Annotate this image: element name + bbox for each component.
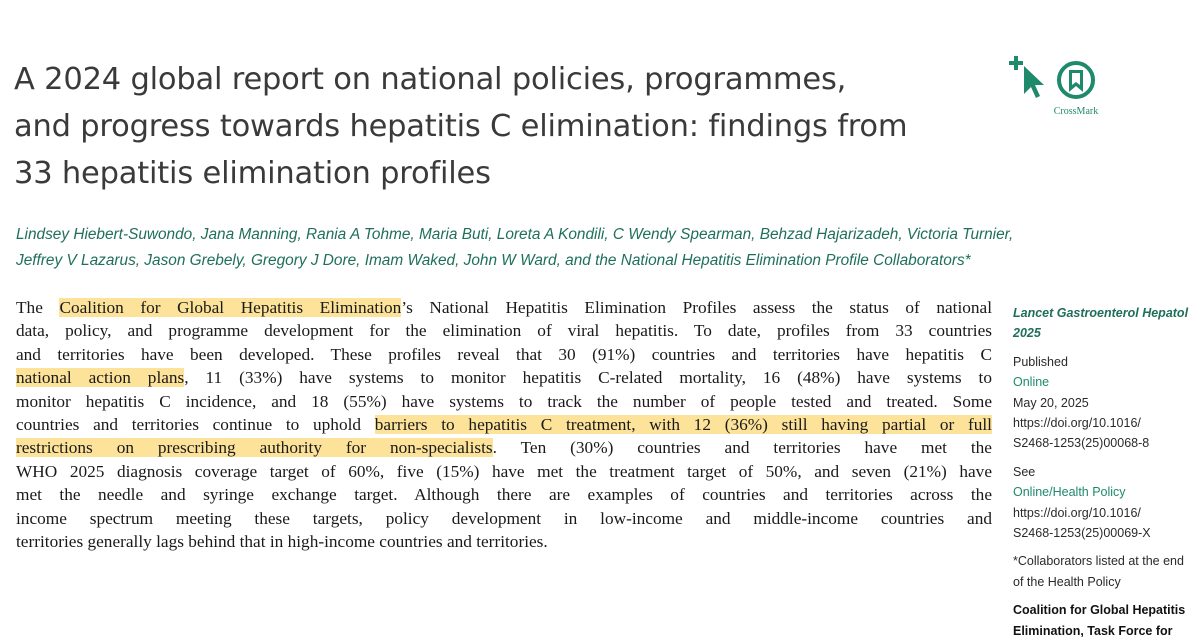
abstract-line: income spectrum meeting these targets, policy development in low-income and middle-income countries and	[16, 508, 992, 528]
published-line: Published Online	[1013, 352, 1198, 393]
collaborators-note: of the Health Policy	[1013, 574, 1121, 589]
author-line: Jeffrey V Lazarus, Jason Grebely, Gregory J Dore, Imam Waked, John W Ward, and the National Hepatitis Elimination Profile Collaborators*	[16, 252, 971, 269]
doi-link[interactable]: https://doi.org/10.1016/	[1013, 505, 1141, 520]
abstract-line: data, policy, and programme development for the elimination of viral hepatitis. To date, profiles from 33 countries	[16, 321, 992, 341]
title-line: A 2024 global report on national policies, programmes,	[14, 62, 847, 97]
doi-link[interactable]: S2468-1253(25)00068-8	[1013, 436, 1150, 451]
online-link[interactable]: Online	[1013, 375, 1050, 390]
collaborators-note: *Collaborators listed at the end	[1013, 554, 1184, 569]
title-line: 33 hepatitis elimination profiles	[14, 156, 491, 191]
abstract-line: territories generally lags behind that in high-income countries and territories.	[16, 532, 548, 552]
abstract-line: The Coalition for Global Hepatitis Elimination’s National Hepatitis Elimination Profiles assess the status of national	[16, 298, 993, 317]
publish-date: May 20, 2025	[1013, 395, 1089, 410]
affiliation: Elimination, Task Force for	[1013, 623, 1173, 638]
abstract-line: met the needle and syringe exchange target. Although there are examples of countries and territories across the	[16, 485, 992, 505]
journal-year: 2025	[1013, 326, 1041, 341]
crossmark-icon	[1006, 52, 1106, 122]
see-also-line: See Online/Health Policy	[1013, 462, 1198, 503]
doi-link[interactable]: https://doi.org/10.1016/	[1013, 416, 1141, 431]
abstract-line: and territories have been developed. These profiles reveal that 30 (91%) countries and territories have hepatitis C	[16, 344, 992, 364]
journal-name: Lancet Gastroenterol Hepatol	[1013, 306, 1189, 320]
author-line: Lindsey Hiebert-Suwondo, Jana Manning, Rania A Tohme, Maria Buti, Loreta A Kondili, C Wendy Spearman, Behzad Hajarizadeh, Victoria Turnier,	[16, 226, 1014, 243]
highlight: Coalition for Global Hepatitis Elimination	[59, 298, 402, 317]
affiliation: Coalition for Global Hepatitis	[1013, 603, 1186, 618]
crossmark-badge[interactable]	[1006, 52, 1106, 122]
author-list	[16, 222, 1014, 274]
highlight: national action plans	[16, 368, 185, 388]
doi-link[interactable]: S2468-1253(25)00069-X	[1013, 526, 1151, 541]
sidebar	[1013, 303, 1198, 641]
crossmark-label: CrossMark	[1053, 106, 1099, 117]
title-line: and progress towards hepatitis C elimination: findings from	[14, 109, 908, 144]
abstract	[16, 296, 992, 553]
highlight: barriers to hepatitis C treatment, with 12 (36%) still having partial or full	[374, 415, 992, 435]
article-title	[14, 56, 994, 197]
abstract-line: national action plans, 11 (33%) have systems to monitor hepatitis C-related mortality, 16 (48%) have systems to	[16, 368, 992, 388]
abstract-line: countries and territories continue to uphold barriers to hepatitis C treatment, with 12 (36%) still having partial or full	[16, 415, 992, 435]
abstract-line: restrictions on prescribing authority for non-specialists. Ten (30%) countries and territories have met the	[16, 438, 992, 458]
highlight: restrictions on prescribing authority for non-specialists	[16, 438, 493, 458]
abstract-line: WHO 2025 diagnosis coverage target of 60%, five (15%) have met the treatment target of 50%, and seven (21%) have	[16, 461, 992, 481]
abstract-line: monitor hepatitis C incidence, and 18 (55%) have systems to track the number of people tested and treated. Some	[16, 391, 992, 411]
health-policy-link[interactable]: Online/Health Policy	[1013, 485, 1126, 500]
